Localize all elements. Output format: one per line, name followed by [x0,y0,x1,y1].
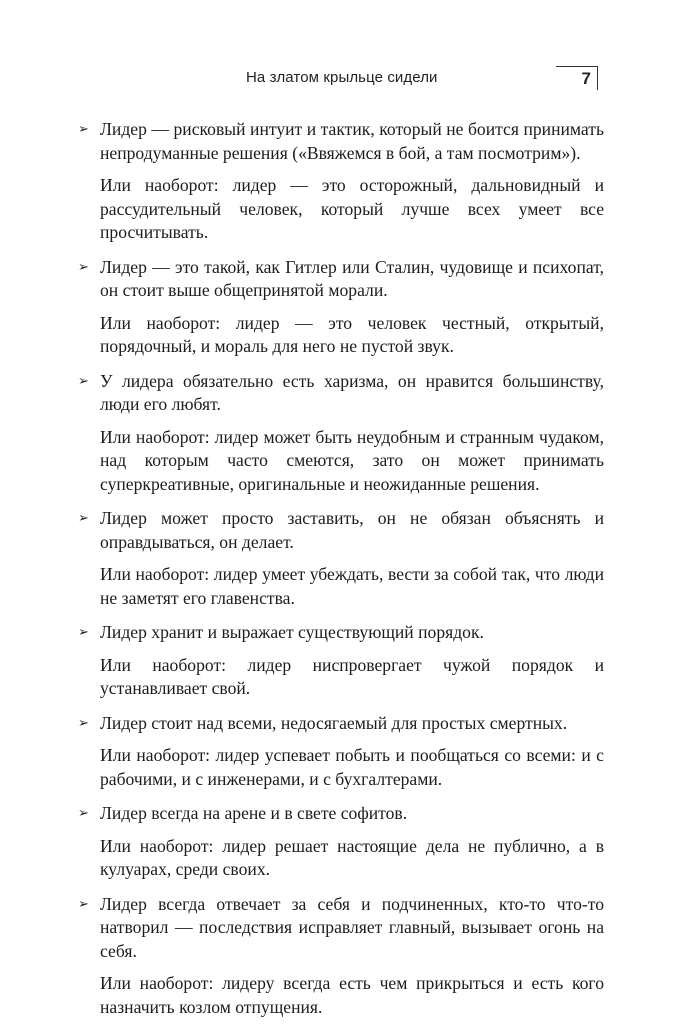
item-opposite: Или наоборот: лидер — это осторожный, дальновидный и рассудительный человек, который лучше всех умеет все просчитывать. [100,175,604,242]
list-item [78,507,604,610]
page-number: 7 [581,69,591,88]
arrowhead-bullet-icon: ➢ [78,259,89,275]
item-claim: У лидера обязательно есть харизма, он нравится большинству, люди его любят. [100,370,604,414]
item-claim: Лидер — это такой, как Гитлер или Сталин, чудовище и психопат, он стоит выше общепринятой морали. [100,256,604,300]
list-item [78,712,604,792]
item-claim: Лидер всегда отвечает за себя и подчиненных, кто-то что-то натворил — последствия исправляет главный, вызывает огонь на себя. [100,893,604,961]
arrowhead-bullet-icon: ➢ [78,896,89,912]
page-number-frame [556,66,598,90]
item-claim: Лидер стоит над всеми, недосягаемый для простых смертных. [100,712,568,733]
item-opposite: Или наоборот: лидер решает настоящие дела не публично, а в кулуарах, среди своих. [100,835,604,879]
list-item [78,370,604,497]
arrowhead-bullet-icon: ➢ [78,122,89,137]
item-opposite: Или наоборот: лидер может быть неудобным и странным чудаком, над которым часто смеются, зато он может принимать суперкреативные, оригинальные и неожиданные решения. [100,426,604,494]
list-item [78,621,604,701]
list-item [78,118,604,245]
item-opposite: Или наоборот: лидер ниспровергает чужой порядок и устанавливает свой. [100,654,604,698]
arrowhead-bullet-icon: ➢ [78,625,89,640]
item-opposite: Или наоборот: лидеру всегда есть чем прикрыться и есть кого назначить козлом отпущения. [100,973,604,1017]
arrowhead-bullet-icon: ➢ [78,373,89,389]
list-item [78,256,604,359]
page-body [78,118,604,1030]
item-claim: Лидер всегда на арене и в свете софитов. [100,803,408,823]
list-item [78,802,604,882]
item-claim: Лидер хранит и выражает существующий порядок. [100,622,484,642]
running-title: На златом крыльце сидели [246,69,438,86]
running-header [0,66,683,90]
item-claim: Лидер — рисковый интуит и тактик, который не боится принимать непродуманные решения («Ввяжемся в бой, а там посмотрим»). [100,119,604,163]
arrowhead-bullet-icon: ➢ [78,715,89,731]
arrowhead-bullet-icon: ➢ [78,511,89,526]
item-claim: Лидер может просто заставить, он не обязан объяснять и оправдываться, он делает. [100,508,604,552]
item-opposite: Или наоборот: лидер успевает побыть и пообщаться со всеми: и с рабочими, и с инженерами, и с бухгалтерами. [100,745,604,789]
item-opposite: Или наоборот: лидер — это человек честный, открытый, порядочный, и мораль для него не пустой звук. [100,312,604,356]
item-opposite: Или наоборот: лидер умеет убеждать, вести за собой так, что люди не заметят его главенства. [100,564,604,608]
arrowhead-bullet-icon: ➢ [78,806,89,821]
list-item [78,893,604,1020]
